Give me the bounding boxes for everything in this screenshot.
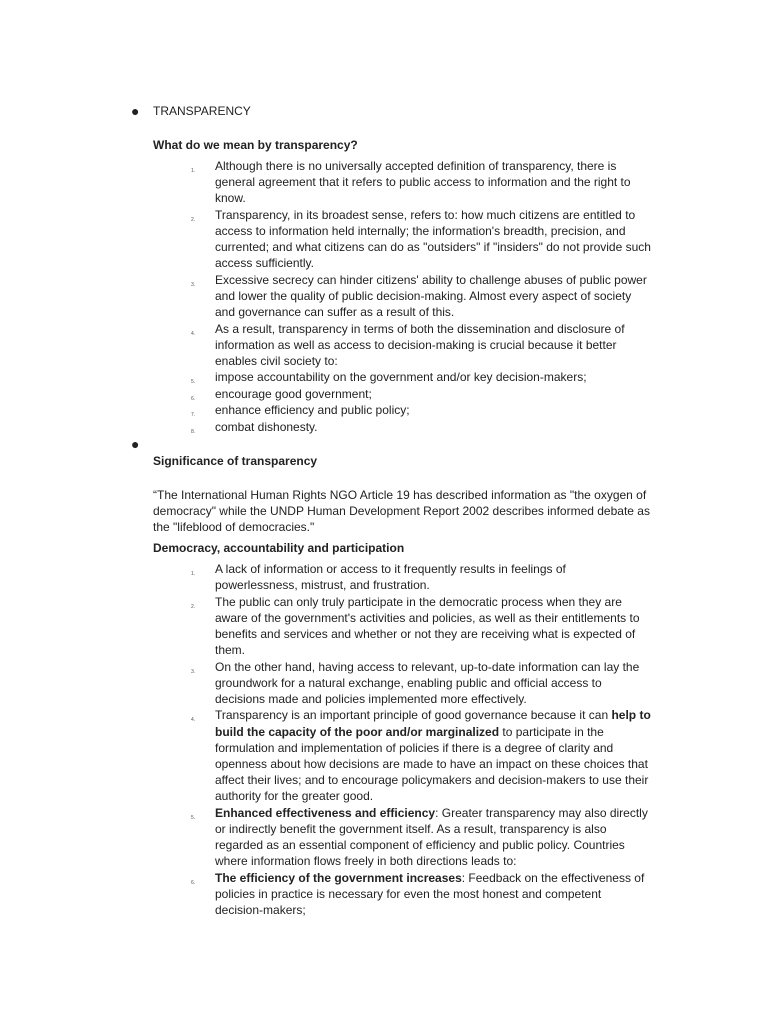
bullet-marker: ● xyxy=(131,103,140,119)
list-item xyxy=(191,272,651,321)
list-item xyxy=(191,707,651,804)
list-item-bold-text: Enhanced effectiveness and efficiency xyxy=(215,805,436,820)
question-heading: What do we mean by transparency? xyxy=(153,138,358,152)
subheading-democracy: Democracy, accountability and participation xyxy=(153,541,405,555)
list-item-text: combat dishonesty. xyxy=(215,419,318,434)
list-number: 6. xyxy=(191,879,196,886)
list-number: 8. xyxy=(191,428,196,435)
transparency-definition-list xyxy=(191,158,651,435)
list-number: 4. xyxy=(191,717,196,724)
list-item xyxy=(191,386,651,402)
list-item-text: Transparency, in its broadest sense, refers to: how much citizens are entitled to access to information held internally; the information's breadth, precision, and currented; and what citizens can do as "outsiders" if "insiders" do not provide such access sufficiently. xyxy=(215,207,651,271)
list-item xyxy=(191,158,651,207)
list-number: 2. xyxy=(191,603,196,610)
bullet-marker: ● xyxy=(131,436,140,452)
list-number: 5. xyxy=(191,814,196,821)
list-item-bold-text: The efficiency of the government increases xyxy=(215,870,462,885)
list-item-text: Although there is no universally accepted definition of transparency, there is general agreement that it refers to public access to information and the right to know. xyxy=(215,159,631,206)
list-item-text: impose accountability on the government and/or key decision-makers; xyxy=(215,370,587,385)
section-title-significance: Significance of transparency xyxy=(153,454,318,468)
list-item-text: Transparency is an important principle of good governance because it can xyxy=(215,708,612,723)
list-number: 1. xyxy=(191,168,196,174)
list-item xyxy=(191,207,651,272)
list-item xyxy=(191,870,651,919)
list-item xyxy=(191,402,651,418)
list-number: 1. xyxy=(191,571,196,577)
democracy-list xyxy=(191,561,651,919)
list-item-text: On the other hand, having access to relevant, up-to-date information can lay the groundwork for a natural exchange, enabling public and official access to decisions made and policies implemented more effectively. xyxy=(215,659,640,706)
list-number: 3. xyxy=(191,281,196,288)
list-item-bold-text: help to build the capacity of the poor and/or marginalized xyxy=(215,708,651,739)
list-item-text: : Feedback on the effectiveness of policies in practice is necessary for even the most honest and competent decision-makers; xyxy=(215,870,645,918)
list-number: 7. xyxy=(191,412,196,419)
list-item-text: : Greater transparency may also directly or indirectly benefit the government itself. As a result, transparency is also regarded as an essential component of efficiency and public policy. Countries where information flows freely in both directions leads to: xyxy=(215,805,648,869)
list-item-text: Excessive secrecy can hinder citizens' ability to challenge abuses of public power and lower the quality of public decision-making. Almost every aspect of society and governance can suffer as a result of this. xyxy=(215,272,647,320)
list-item xyxy=(191,805,651,870)
section-title-transparency: TRANSPARENCY xyxy=(153,104,251,118)
list-number: 2. xyxy=(191,216,196,223)
list-item xyxy=(191,594,651,659)
list-item xyxy=(191,419,651,435)
list-number: 6. xyxy=(191,395,196,402)
list-item-text: The public can only truly participate in the democratic process when they are aware of the government's activities and policies, as well as their entitlements to benefits and services and whether or not they are receiving what is expected of them. xyxy=(215,594,640,658)
list-item xyxy=(191,561,651,593)
list-item-text: enhance efficiency and public policy; xyxy=(215,403,410,418)
list-item xyxy=(191,369,651,385)
list-number: 4. xyxy=(191,330,196,337)
quote-paragraph: “The International Human Rights NGO Article 19 has described information as "the oxygen of democracy" while the UNDP Human Development Report 2002 describes informed debate as the "lifeblood of democracies." xyxy=(153,488,650,535)
list-item-text: A lack of information or access to it frequently results in feelings of powerlessness, mistrust, and frustration. xyxy=(215,562,566,593)
list-item-text: to participate in the formulation and implementation of policies if there is a degree of clarity and openness about how decisions are made to have an impact on these choices that affect their lives; and to encourage policymakers and decision-makers to use their authority for the greater good. xyxy=(215,724,649,804)
list-item xyxy=(191,321,651,370)
list-item-text: encourage good government; xyxy=(215,386,372,401)
list-number: 5. xyxy=(191,379,196,386)
list-item-text: As a result, transparency in terms of both the dissemination and disclosure of information as well as access to decision-making is crucial because it better enables civil society to: xyxy=(215,321,625,368)
list-number: 3. xyxy=(191,668,196,675)
list-item xyxy=(191,659,651,708)
